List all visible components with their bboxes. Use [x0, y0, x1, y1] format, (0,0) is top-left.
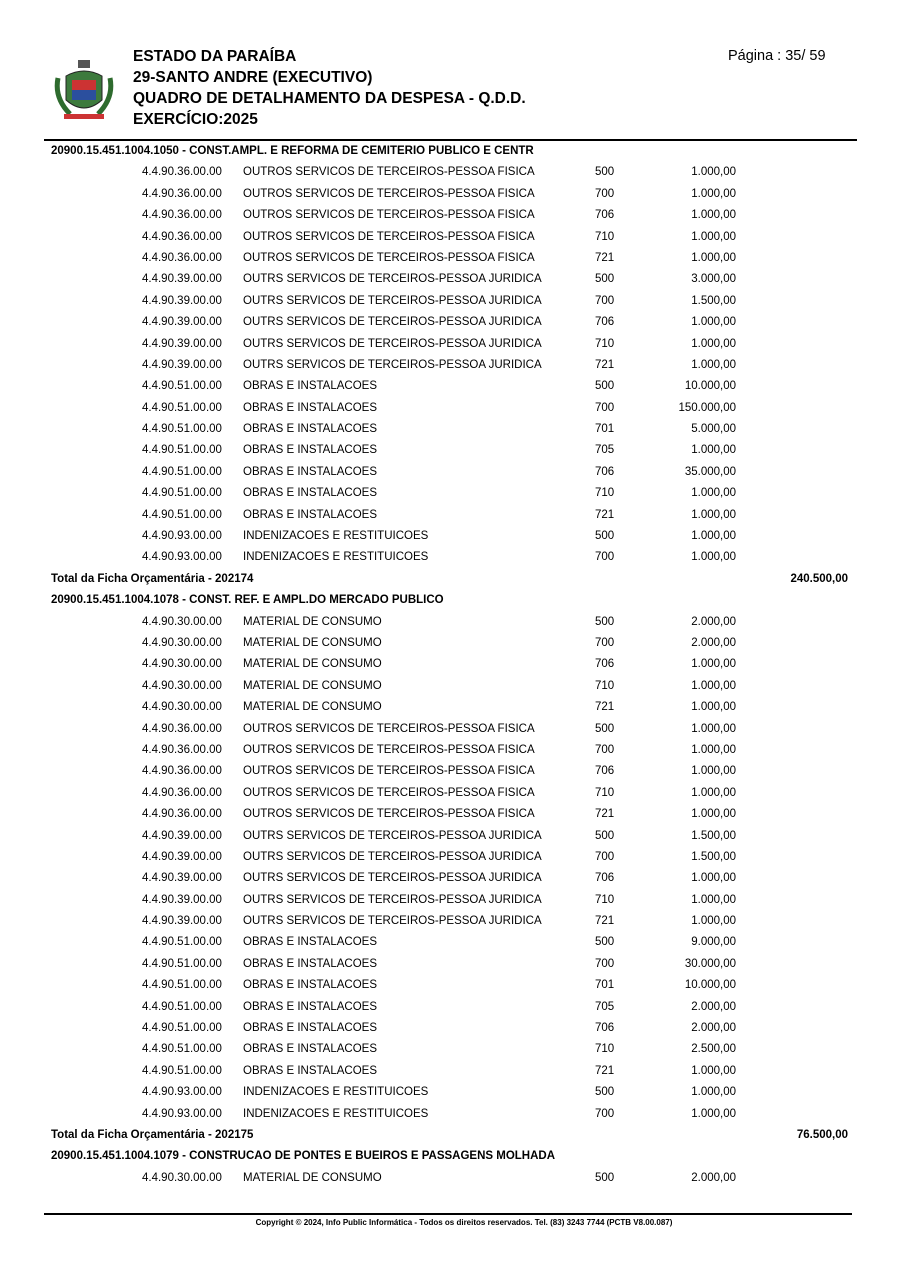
expense-description: OUTRS SERVICOS DE TERCEIROS-PESSOA JURIDICA — [243, 294, 542, 307]
expense-code: 4.4.90.39.00.00 — [142, 850, 222, 863]
expense-description: OBRAS E INSTALACOES — [243, 444, 377, 457]
table-row — [0, 355, 900, 376]
table-row — [0, 547, 900, 568]
expense-code: 4.4.90.36.00.00 — [142, 166, 222, 179]
expense-description: OUTROS SERVICOS DE TERCEIROS-PESSOA FISICA — [243, 230, 535, 243]
table-row — [0, 419, 900, 440]
expense-description: OUTRS SERVICOS DE TERCEIROS-PESSOA JURIDICA — [243, 358, 542, 371]
amount-value: 1.000,00 — [691, 872, 736, 885]
expense-code: 4.4.90.30.00.00 — [142, 658, 222, 671]
resource-source: 705 — [595, 444, 615, 457]
table-row — [0, 826, 900, 847]
expense-description: OBRAS E INSTALACOES — [243, 1022, 377, 1035]
expense-description: OBRAS E INSTALACOES — [243, 957, 377, 970]
expense-code: 4.4.90.39.00.00 — [142, 294, 222, 307]
table-row — [0, 312, 900, 333]
amount-value: 1.000,00 — [691, 230, 736, 243]
expense-description: OUTRS SERVICOS DE TERCEIROS-PESSOA JURIDICA — [243, 829, 542, 842]
section-heading — [0, 590, 900, 611]
amount-value: 1.000,00 — [691, 765, 736, 778]
table-row — [0, 783, 900, 804]
resource-source: 700 — [595, 1107, 615, 1120]
expense-code: 4.4.90.36.00.00 — [142, 722, 222, 735]
page-number: Página : 35/ 59 — [728, 48, 826, 64]
amount-value: 1.000,00 — [691, 1086, 736, 1099]
table-row — [0, 205, 900, 226]
expense-description: OUTROS SERVICOS DE TERCEIROS-PESSOA FISICA — [243, 765, 535, 778]
copyright-footer: Copyright © 2024, Info Public Informática - Todos os direitos reservados. Tel. (83) 3243 7744 (PCTB V8.00.087) — [255, 1218, 673, 1227]
section-total-row — [0, 1125, 900, 1146]
resource-source: 706 — [595, 765, 615, 778]
resource-source: 500 — [595, 1171, 615, 1184]
resource-source: 500 — [595, 722, 615, 735]
table-row — [0, 1018, 900, 1039]
table-row — [0, 697, 900, 718]
expense-code: 4.4.90.51.00.00 — [142, 444, 222, 457]
amount-value: 1.000,00 — [691, 508, 736, 521]
expense-code: 4.4.90.51.00.00 — [142, 979, 222, 992]
expense-code: 4.4.90.51.00.00 — [142, 957, 222, 970]
amount-value: 1.000,00 — [691, 337, 736, 350]
amount-value: 2.500,00 — [691, 1043, 736, 1056]
expense-code: 4.4.90.51.00.00 — [142, 1043, 222, 1056]
table-row — [0, 911, 900, 932]
amount-value: 150.000,00 — [678, 401, 736, 414]
amount-value: 2.000,00 — [691, 1000, 736, 1013]
expense-code: 4.4.90.51.00.00 — [142, 465, 222, 478]
expense-code: 4.4.90.39.00.00 — [142, 915, 222, 928]
section-title: 20900.15.451.1004.1079 - CONSTRUCAO DE PONTES E BUEIROS E PASSAGENS MOLHADA — [51, 1150, 556, 1163]
expense-description: INDENIZACOES E RESTITUICOES — [243, 1107, 429, 1120]
table-row — [0, 1039, 900, 1060]
total-value: 240.500,00 — [790, 572, 848, 585]
expense-code: 4.4.90.51.00.00 — [142, 508, 222, 521]
resource-source: 700 — [595, 294, 615, 307]
resource-source: 700 — [595, 401, 615, 414]
resource-source: 500 — [595, 530, 615, 543]
resource-source: 700 — [595, 850, 615, 863]
resource-source: 706 — [595, 465, 615, 478]
amount-value: 1.000,00 — [691, 251, 736, 264]
amount-value: 2.000,00 — [691, 636, 736, 649]
expense-description: OUTROS SERVICOS DE TERCEIROS-PESSOA FISICA — [243, 808, 535, 821]
expense-description: OUTRS SERVICOS DE TERCEIROS-PESSOA JURIDICA — [243, 273, 542, 286]
paraiba-coat-of-arms-icon — [52, 58, 116, 122]
amount-value: 1.000,00 — [691, 551, 736, 564]
amount-value: 1.000,00 — [691, 187, 736, 200]
table-row — [0, 654, 900, 675]
table-row — [0, 291, 900, 312]
amount-value: 5.000,00 — [691, 423, 736, 436]
resource-source: 721 — [595, 808, 615, 821]
amount-value: 1.000,00 — [691, 808, 736, 821]
expense-description: OBRAS E INSTALACOES — [243, 487, 377, 500]
resource-source: 721 — [595, 915, 615, 928]
resource-source: 701 — [595, 423, 615, 436]
section-heading — [0, 141, 900, 162]
total-label: Total da Ficha Orçamentária - 202174 — [51, 572, 254, 585]
expense-description: OBRAS E INSTALACOES — [243, 1064, 377, 1077]
report-header — [0, 0, 900, 140]
amount-value: 30.000,00 — [684, 957, 736, 970]
resource-source: 706 — [595, 658, 615, 671]
amount-value: 35.000,00 — [684, 465, 736, 478]
amount-value: 1.000,00 — [691, 893, 736, 906]
amount-value: 1.000,00 — [691, 444, 736, 457]
total-label: Total da Ficha Orçamentária - 202175 — [51, 1128, 254, 1141]
amount-value: 1.000,00 — [691, 915, 736, 928]
section-heading — [0, 1146, 900, 1167]
expense-code: 4.4.90.51.00.00 — [142, 487, 222, 500]
expense-description: OUTROS SERVICOS DE TERCEIROS-PESSOA FISICA — [243, 187, 535, 200]
amount-value: 1.000,00 — [691, 166, 736, 179]
resource-source: 706 — [595, 872, 615, 885]
expense-description: OBRAS E INSTALACOES — [243, 465, 377, 478]
table-row — [0, 975, 900, 996]
expense-code: 4.4.90.93.00.00 — [142, 530, 222, 543]
resource-source: 700 — [595, 743, 615, 756]
section-total-row — [0, 569, 900, 590]
resource-source: 710 — [595, 893, 615, 906]
expense-description: OUTROS SERVICOS DE TERCEIROS-PESSOA FISICA — [243, 722, 535, 735]
amount-value: 2.000,00 — [691, 1171, 736, 1184]
expense-description: OUTROS SERVICOS DE TERCEIROS-PESSOA FISICA — [243, 786, 535, 799]
table-row — [0, 440, 900, 461]
resource-source: 710 — [595, 1043, 615, 1056]
amount-value: 1.000,00 — [691, 1064, 736, 1077]
expense-code: 4.4.90.36.00.00 — [142, 187, 222, 200]
table-row — [0, 184, 900, 205]
expense-code: 4.4.90.36.00.00 — [142, 786, 222, 799]
expense-description: INDENIZACOES E RESTITUICOES — [243, 1086, 429, 1099]
expense-code: 4.4.90.30.00.00 — [142, 679, 222, 692]
resource-source: 710 — [595, 337, 615, 350]
resource-source: 500 — [595, 936, 615, 949]
resource-source: 500 — [595, 615, 615, 628]
amount-value: 1.000,00 — [691, 743, 736, 756]
header-entity: 29-SANTO ANDRE (EXECUTIVO) — [133, 69, 373, 86]
expense-code: 4.4.90.36.00.00 — [142, 765, 222, 778]
expense-description: OBRAS E INSTALACOES — [243, 1043, 377, 1056]
table-row — [0, 761, 900, 782]
expense-code: 4.4.90.51.00.00 — [142, 1022, 222, 1035]
resource-source: 721 — [595, 1064, 615, 1077]
expense-detail-table — [0, 141, 900, 1189]
expense-code: 4.4.90.39.00.00 — [142, 829, 222, 842]
expense-code: 4.4.90.51.00.00 — [142, 1000, 222, 1013]
expense-code: 4.4.90.36.00.00 — [142, 743, 222, 756]
expense-code: 4.4.90.30.00.00 — [142, 636, 222, 649]
header-title-block — [133, 46, 526, 130]
expense-code: 4.4.90.36.00.00 — [142, 230, 222, 243]
expense-description: OUTRS SERVICOS DE TERCEIROS-PESSOA JURIDICA — [243, 850, 542, 863]
expense-description: OUTRS SERVICOS DE TERCEIROS-PESSOA JURIDICA — [243, 893, 542, 906]
table-row — [0, 676, 900, 697]
table-row — [0, 719, 900, 740]
expense-code: 4.4.90.51.00.00 — [142, 423, 222, 436]
table-row — [0, 505, 900, 526]
expense-description: OBRAS E INSTALACOES — [243, 401, 377, 414]
amount-value: 1.000,00 — [691, 358, 736, 371]
expense-code: 4.4.90.39.00.00 — [142, 273, 222, 286]
amount-value: 10.000,00 — [684, 979, 736, 992]
expense-description: OUTRS SERVICOS DE TERCEIROS-PESSOA JURIDICA — [243, 872, 542, 885]
expense-code: 4.4.90.30.00.00 — [142, 1171, 222, 1184]
amount-value: 1.000,00 — [691, 316, 736, 329]
amount-value: 1.000,00 — [691, 701, 736, 714]
amount-value: 1.000,00 — [691, 209, 736, 222]
table-row — [0, 248, 900, 269]
table-row — [0, 1061, 900, 1082]
amount-value: 1.000,00 — [691, 1107, 736, 1120]
table-row — [0, 868, 900, 889]
resource-source: 710 — [595, 487, 615, 500]
resource-source: 721 — [595, 701, 615, 714]
expense-code: 4.4.90.93.00.00 — [142, 1107, 222, 1120]
expense-description: INDENIZACOES E RESTITUICOES — [243, 530, 429, 543]
expense-description: OUTRS SERVICOS DE TERCEIROS-PESSOA JURIDICA — [243, 337, 542, 350]
resource-source: 500 — [595, 380, 615, 393]
amount-value: 10.000,00 — [684, 380, 736, 393]
expense-description: OBRAS E INSTALACOES — [243, 508, 377, 521]
expense-code: 4.4.90.36.00.00 — [142, 251, 222, 264]
expense-code: 4.4.90.93.00.00 — [142, 551, 222, 564]
amount-value: 1.500,00 — [691, 850, 736, 863]
amount-value: 2.000,00 — [691, 615, 736, 628]
amount-value: 1.000,00 — [691, 530, 736, 543]
expense-code: 4.4.90.39.00.00 — [142, 358, 222, 371]
resource-source: 700 — [595, 187, 615, 200]
table-row — [0, 376, 900, 397]
resource-source: 706 — [595, 1022, 615, 1035]
table-row — [0, 612, 900, 633]
expense-description: OUTROS SERVICOS DE TERCEIROS-PESSOA FISICA — [243, 166, 535, 179]
table-row — [0, 462, 900, 483]
expense-code: 4.4.90.51.00.00 — [142, 1064, 222, 1077]
expense-code: 4.4.90.51.00.00 — [142, 380, 222, 393]
expense-description: OUTROS SERVICOS DE TERCEIROS-PESSOA FISICA — [243, 743, 535, 756]
total-value: 76.500,00 — [796, 1128, 848, 1141]
expense-code: 4.4.90.39.00.00 — [142, 872, 222, 885]
section-title: 20900.15.451.1004.1078 - CONST. REF. E AMPL.DO MERCADO PUBLICO — [51, 594, 444, 607]
expense-code: 4.4.90.51.00.00 — [142, 401, 222, 414]
table-row — [0, 804, 900, 825]
resource-source: 700 — [595, 636, 615, 649]
resource-source: 500 — [595, 1086, 615, 1099]
table-row — [0, 269, 900, 290]
expense-code: 4.4.90.39.00.00 — [142, 316, 222, 329]
expense-description: MATERIAL DE CONSUMO — [243, 1171, 382, 1184]
amount-value: 1.000,00 — [691, 786, 736, 799]
table-row — [0, 633, 900, 654]
resource-source: 700 — [595, 551, 615, 564]
expense-code: 4.4.90.39.00.00 — [142, 893, 222, 906]
header-report-title: QUADRO DE DETALHAMENTO DA DESPESA - Q.D.D. — [133, 90, 526, 107]
expense-description: OBRAS E INSTALACOES — [243, 380, 377, 393]
expense-description: OBRAS E INSTALACOES — [243, 1000, 377, 1013]
expense-description: MATERIAL DE CONSUMO — [243, 636, 382, 649]
expense-code: 4.4.90.30.00.00 — [142, 615, 222, 628]
expense-description: MATERIAL DE CONSUMO — [243, 615, 382, 628]
table-row — [0, 162, 900, 183]
table-row — [0, 526, 900, 547]
amount-value: 1.500,00 — [691, 829, 736, 842]
resource-source: 706 — [595, 316, 615, 329]
resource-source: 706 — [595, 209, 615, 222]
amount-value: 3.000,00 — [691, 273, 736, 286]
expense-code: 4.4.90.39.00.00 — [142, 337, 222, 350]
table-row — [0, 334, 900, 355]
resource-source: 710 — [595, 230, 615, 243]
expense-description: MATERIAL DE CONSUMO — [243, 701, 382, 714]
table-row — [0, 483, 900, 504]
resource-source: 721 — [595, 251, 615, 264]
resource-source: 710 — [595, 679, 615, 692]
table-row — [0, 890, 900, 911]
expense-description: OUTRS SERVICOS DE TERCEIROS-PESSOA JURIDICA — [243, 316, 542, 329]
expense-description: MATERIAL DE CONSUMO — [243, 658, 382, 671]
resource-source: 721 — [595, 358, 615, 371]
resource-source: 701 — [595, 979, 615, 992]
table-row — [0, 227, 900, 248]
header-fiscal-year: EXERCÍCIO:2025 — [133, 111, 258, 128]
table-row — [0, 847, 900, 868]
resource-source: 500 — [595, 166, 615, 179]
expense-code: 4.4.90.36.00.00 — [142, 209, 222, 222]
amount-value: 9.000,00 — [691, 936, 736, 949]
table-row — [0, 1082, 900, 1103]
table-row — [0, 997, 900, 1018]
expense-code: 4.4.90.93.00.00 — [142, 1086, 222, 1099]
table-row — [0, 1104, 900, 1125]
resource-source: 710 — [595, 786, 615, 799]
expense-description: OUTRS SERVICOS DE TERCEIROS-PESSOA JURIDICA — [243, 915, 542, 928]
header-state: ESTADO DA PARAÍBA — [133, 48, 297, 65]
expense-description: OBRAS E INSTALACOES — [243, 423, 377, 436]
resource-source: 500 — [595, 829, 615, 842]
resource-source: 721 — [595, 508, 615, 521]
expense-description: MATERIAL DE CONSUMO — [243, 679, 382, 692]
resource-source: 700 — [595, 957, 615, 970]
resource-source: 500 — [595, 273, 615, 286]
expense-description: OUTROS SERVICOS DE TERCEIROS-PESSOA FISICA — [243, 251, 535, 264]
amount-value: 1.000,00 — [691, 722, 736, 735]
table-row — [0, 954, 900, 975]
expense-description: OBRAS E INSTALACOES — [243, 979, 377, 992]
amount-value: 1.000,00 — [691, 658, 736, 671]
amount-value: 2.000,00 — [691, 1022, 736, 1035]
expense-description: OBRAS E INSTALACOES — [243, 936, 377, 949]
expense-description: INDENIZACOES E RESTITUICOES — [243, 551, 429, 564]
expense-code: 4.4.90.30.00.00 — [142, 701, 222, 714]
table-row — [0, 398, 900, 419]
amount-value: 1.000,00 — [691, 487, 736, 500]
amount-value: 1.000,00 — [691, 679, 736, 692]
amount-value: 1.500,00 — [691, 294, 736, 307]
resource-source: 705 — [595, 1000, 615, 1013]
table-row — [0, 932, 900, 953]
footer-divider — [44, 1213, 852, 1215]
expense-description: OUTROS SERVICOS DE TERCEIROS-PESSOA FISICA — [243, 209, 535, 222]
expense-code: 4.4.90.51.00.00 — [142, 936, 222, 949]
table-row — [0, 1168, 900, 1189]
section-title: 20900.15.451.1004.1050 - CONST.AMPL. E REFORMA DE CEMITERIO PUBLICO E CENTR — [51, 145, 534, 157]
table-row — [0, 740, 900, 761]
expense-code: 4.4.90.36.00.00 — [142, 808, 222, 821]
